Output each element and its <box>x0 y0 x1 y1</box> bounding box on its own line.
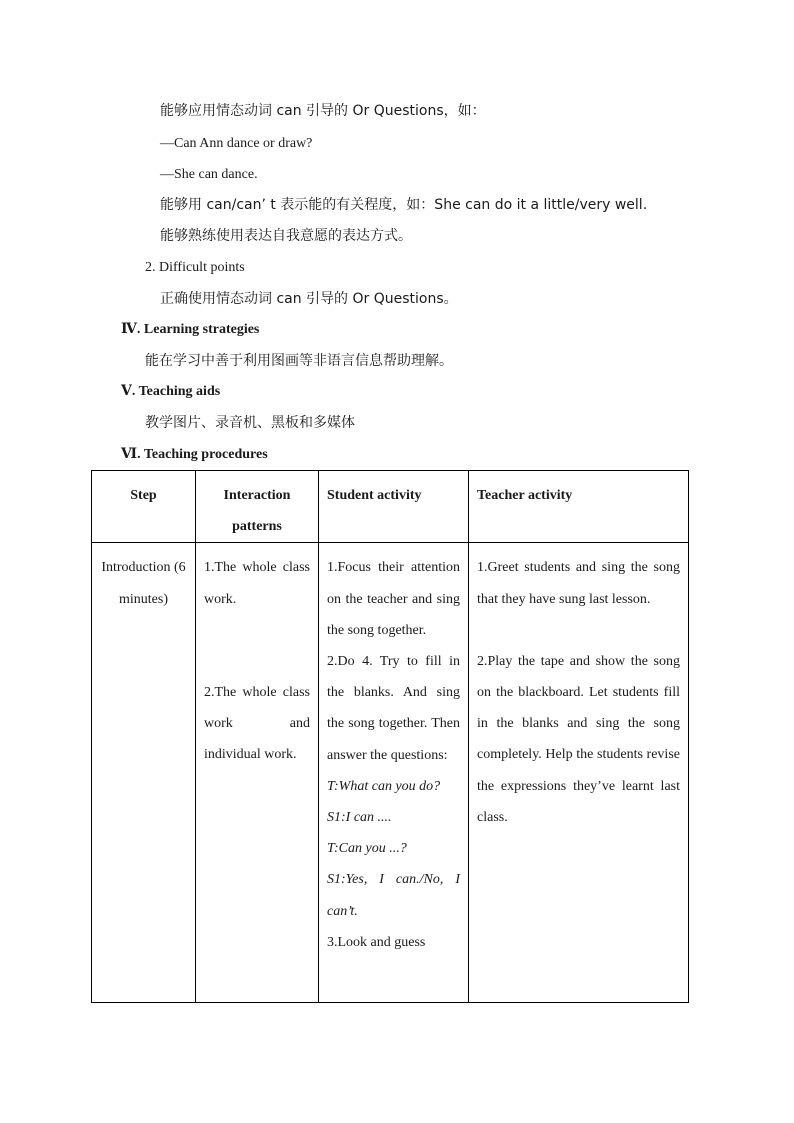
student-activity-3: 3.Look and guess <box>327 934 426 950</box>
header-teacher: Teacher activity <box>469 471 689 543</box>
objective-line-2: 能够用 can/can’ t 表示能的有关程度，如：She can do it a little/very well. <box>160 197 648 213</box>
learning-strategies-heading: Ⅳ. Learning strategies <box>121 322 260 337</box>
dialog-line-2: S1:I can .... <box>327 810 392 826</box>
header-step: Step <box>92 471 196 543</box>
student-activity-cell <box>319 543 469 1003</box>
table-header-row <box>92 471 689 543</box>
student-activity-2: 2.Do 4. Try to fill in the blanks. And sing the song together. Then answer the questions: <box>327 654 460 763</box>
teaching-procedures-heading: Ⅵ. Teaching procedures <box>121 447 268 462</box>
step-cell: Introduction (6 minutes) <box>92 543 196 1003</box>
difficult-point-text: 正确使用情态动词 can 引导的 Or Questions。 <box>160 291 458 307</box>
dialog-line-1: T:What can you do? <box>327 778 441 794</box>
difficult-points-heading: 2. Difficult points <box>145 260 245 275</box>
dialog-line-4: S1:Yes, I can./No, I can’t. <box>327 872 460 919</box>
teaching-aids-text: 教学图片、录音机、黑板和多媒体 <box>145 415 355 431</box>
interaction-cell <box>196 543 319 1003</box>
student-activity-1: 1.Focus their attention on the teacher and sing the song together. <box>327 560 460 638</box>
teacher-activity-cell <box>469 543 689 1003</box>
dialog-line-3: T:Can you ...? <box>327 841 407 857</box>
example-question: —Can Ann dance or draw? <box>160 136 313 151</box>
example-answer: —She can dance. <box>160 167 258 182</box>
interaction-1: 1.The whole class work. <box>204 560 310 607</box>
header-student: Student activity <box>319 471 469 543</box>
teaching-procedures-table <box>91 470 689 1003</box>
objective-line-1: 能够应用情态动词 can 引导的 Or Questions，如： <box>160 103 486 119</box>
objective-line-3: 能够熟练使用表达自我意愿的表达方式。 <box>160 228 412 244</box>
teacher-activity-2: 2.Play the tape and show the song on the blackboard. Let students fill in the blanks and sing the song completely. Help the students revise the expressions they’ve learnt last class. <box>477 653 680 825</box>
teacher-activity-1: 1.Greet students and sing the song that they have sung last lesson. <box>477 560 680 607</box>
learning-strategies-text: 能在学习中善于利用图画等非语言信息帮助理解。 <box>145 353 453 369</box>
table-row <box>92 543 689 1003</box>
header-interaction: Interaction patterns <box>196 471 319 543</box>
teaching-aids-heading: Ⅴ. Teaching aids <box>121 384 221 399</box>
interaction-2: 2.The whole class work and individual work. <box>204 684 310 763</box>
